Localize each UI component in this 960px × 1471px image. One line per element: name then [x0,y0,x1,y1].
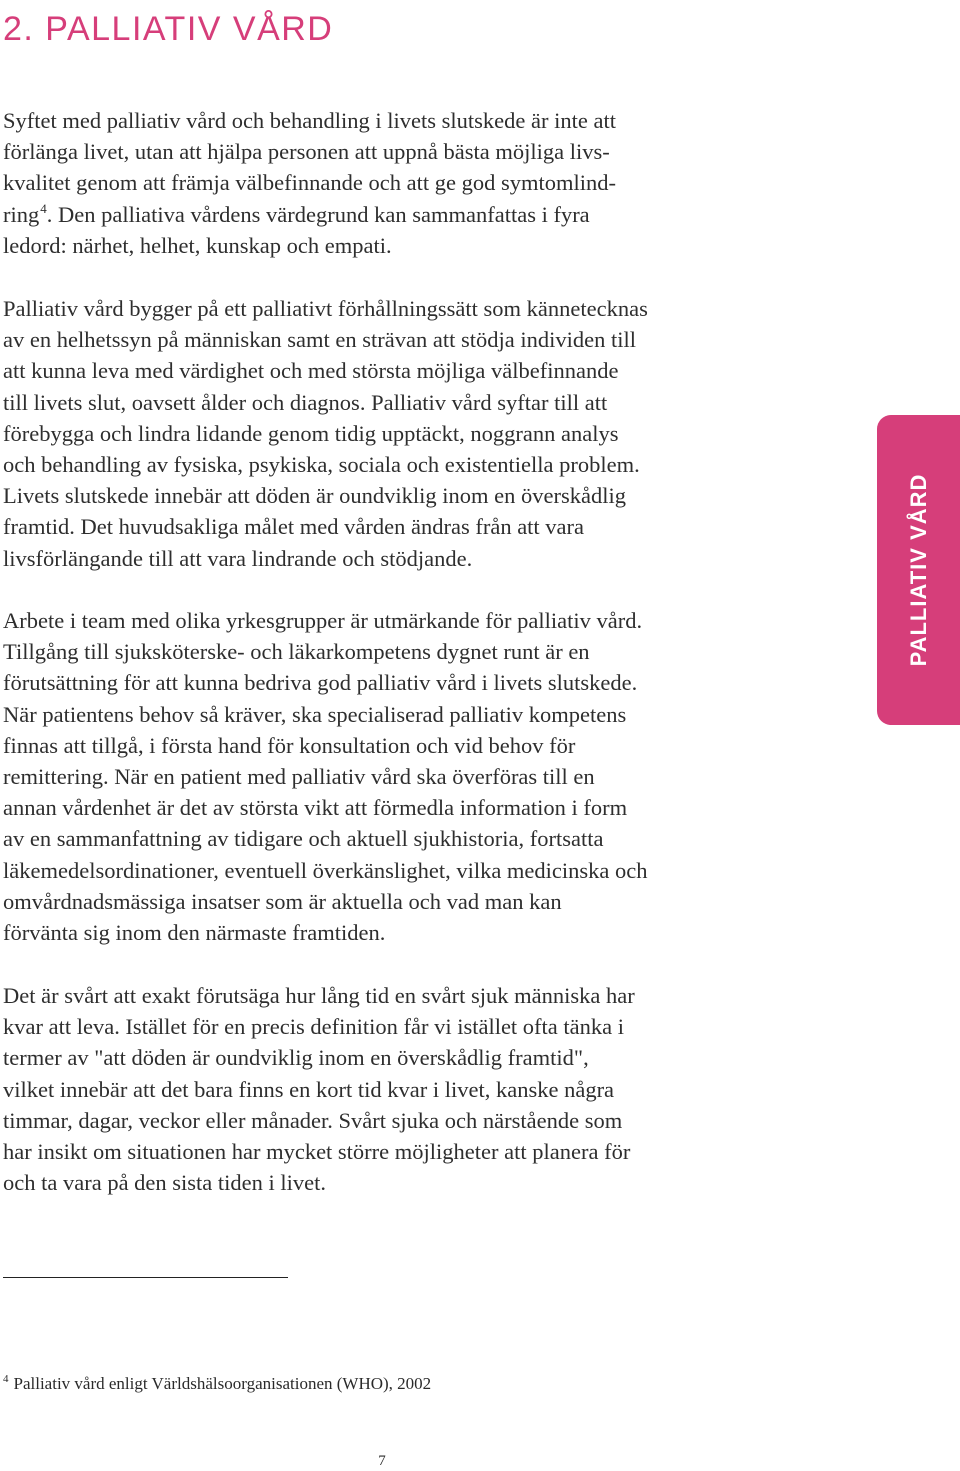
footnote-number: 4 [3,1373,9,1386]
paragraph-1 [3,105,803,261]
text-line: Tillgång till sjuksköterske- och läkarkompetens dygnet runt är en [3,639,590,665]
text-line: och behandling av fysiska, psykiska, sociala och existentiella problem. [3,452,640,478]
text-line: finnas att tillgå, i första hand för konsultation och vid behov för [3,732,576,758]
text-line: Arbete i team med olika yrkesgrupper är utmärkande för palliativ vård. [3,608,643,633]
text-line: förvänta sig inom den närmaste framtiden. [3,920,386,946]
footnote-reference[interactable]: 4 [40,201,47,217]
text-fragment: . Den palliativa vårdens värdegrund kan sammanfattas i fyra [46,201,590,227]
footnote-text: Palliativ vård enligt Världshälsoorganisationen (WHO), 2002 [13,1374,432,1393]
text-line [3,199,803,230]
text-line: Livets slutskede innebär att döden är oundviklig inom en överskådlig [3,483,626,509]
text-line: till livets slut, oavsett ålder och diagnos. Palliativ vård syftar till att [3,389,608,415]
text-line: termer av "att döden är oundviklig inom en överskådlig framtid", [3,1045,589,1071]
text-line: vilket innebär att det bara finns en kort tid kvar i livet, kanske några [3,1076,615,1102]
chapter-side-tab [877,415,960,725]
text-line: kvar att leva. Istället för en precis definition får vi istället ofta tänka i [3,1014,625,1040]
text-line: Palliativ vård bygger på ett palliativt förhållningssätt som kännetecknas [3,296,648,321]
paragraph-4 [3,980,803,1198]
text-line: ledord: närhet, helhet, kunskap och empati. [3,232,392,258]
text-line: av en helhetssyn på människan samt en strävan att stödja individen till [3,327,636,353]
page-title: 2. PALLIATIV VÅRD [3,10,334,48]
text-line: annan vårdenhet är det av största vikt att förmedla information i form [3,795,628,821]
text-line: läkemedelsordinationer, eventuell överkänslighet, vilka medicinska och [3,857,648,883]
text-line: av en sammanfattning av tidigare och aktuell sjukhistoria, fortsatta [3,826,604,852]
text-line: Det är svårt att exakt förutsäga hur lång tid en svårt sjuk människa har [3,983,635,1008]
text-line: framtid. Det huvudsakliga målet med vården ändras från att vara [3,514,585,540]
footnote [3,1372,431,1396]
text-line: När patientens behov så kräver, ska specialiserad palliativ kompetens [3,701,627,727]
side-tab-label: PALLIATIV VÅRD [905,473,931,667]
text-line: förlänga livet, utan att hjälpa personen att uppnå bästa möjliga livs- [3,139,610,165]
paragraph-2 [3,293,803,574]
text-line: och ta vara på den sista tiden i livet. [3,1170,327,1196]
text-line: omvårdnadsmässiga insatser som är aktuella och vad man kan [3,888,562,914]
text-line: kvalitet genom att främja välbefinnande och att ge god symtomlind- [3,170,616,196]
text-line: timmar, dagar, veckor eller månader. Svårt sjuka och närstående som [3,1107,623,1133]
page-number: 7 [378,1453,386,1469]
footnote-divider [3,1277,288,1278]
text-line: förebygga och lindra lidande genom tidig upptäckt, noggrann analys [3,420,619,446]
text-line: att kunna leva med värdighet och med största möjliga välbefinnande [3,358,619,384]
text-line: remittering. När en patient med palliativ vård ska överföras till en [3,764,595,790]
text-line: förutsättning för att kunna bedriva god palliativ vård i livets slutskede. [3,670,638,696]
text-line: har insikt om situationen har mycket större möjligheter att planera för [3,1139,631,1165]
text-fragment: ring [3,201,40,227]
text-line: livsförlängande till att vara lindrande och stödjande. [3,545,473,571]
text-line: Syftet med palliativ vård och behandling i livets slutskede är inte att [3,108,616,133]
paragraph-3 [3,605,803,948]
